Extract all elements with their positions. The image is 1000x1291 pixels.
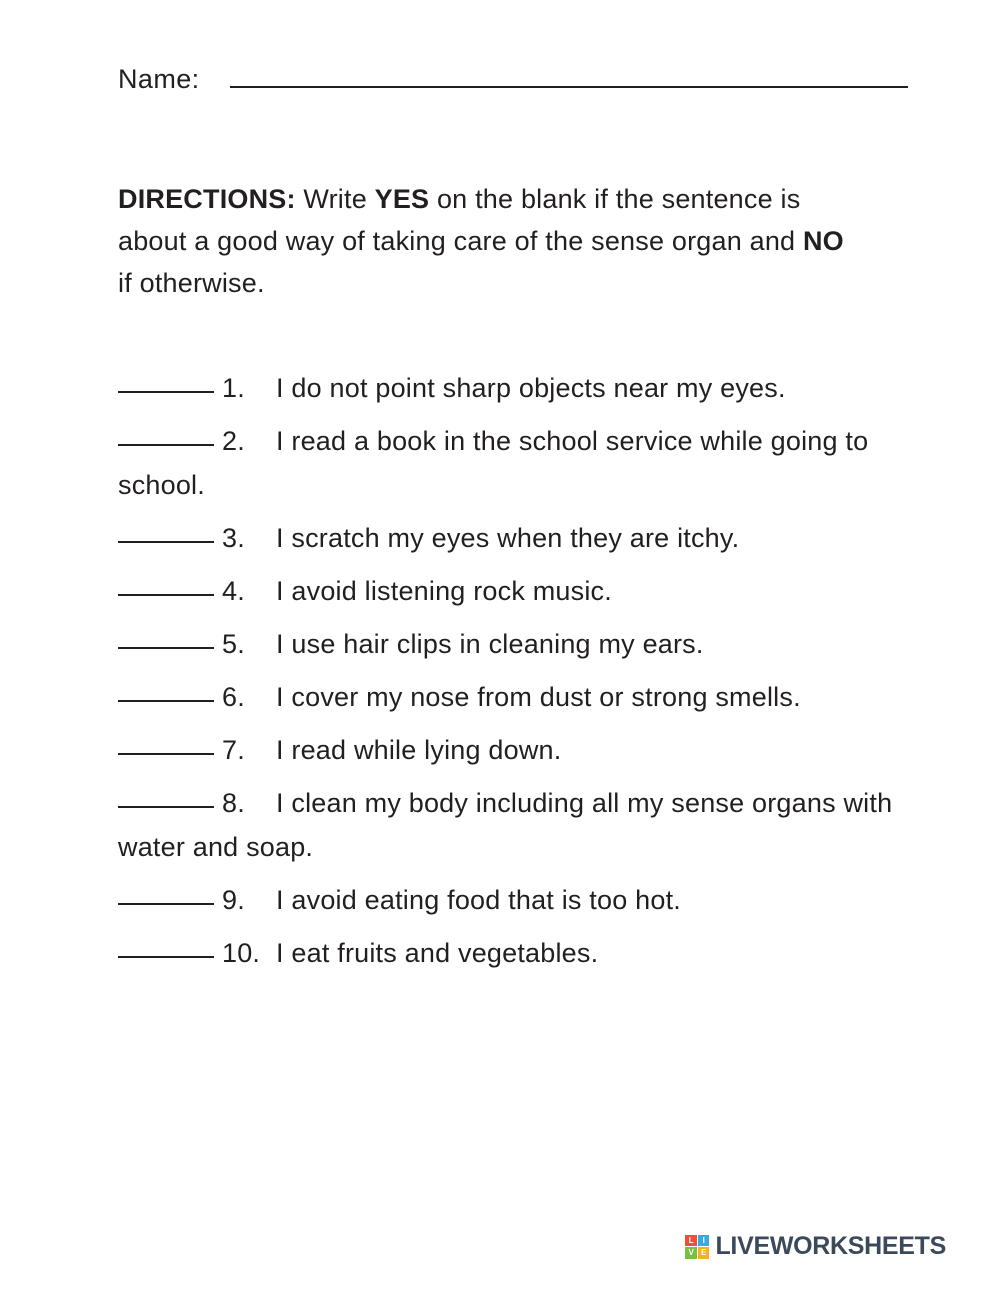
directions-paragraph — [118, 178, 858, 304]
item-text: I use hair clips in cleaning my ears. — [276, 629, 704, 659]
name-row — [118, 64, 908, 95]
item-text: I clean my body including all my sense organs with water and soap. — [118, 788, 893, 862]
item-number: 5. — [222, 629, 245, 659]
liveworksheets-logo[interactable] — [685, 1232, 946, 1261]
item-text: I avoid listening rock music. — [276, 576, 612, 606]
item-number: 2. — [222, 426, 245, 456]
answer-blank[interactable] — [118, 541, 214, 543]
item-text: I read while lying down. — [276, 735, 562, 765]
answer-blank[interactable] — [118, 647, 214, 649]
list-item — [118, 622, 908, 666]
liveworksheets-logo-icon — [685, 1235, 709, 1259]
item-number: 10. — [222, 938, 261, 968]
directions-text-3: if otherwise. — [118, 268, 265, 298]
answer-blank[interactable] — [118, 806, 214, 808]
item-number: 9. — [222, 885, 245, 915]
directions-emphasis-yes: YES — [374, 184, 430, 214]
directions-text-2: on the blank if the sentence is about a good way of taking care of the sense organ and — [118, 184, 801, 256]
directions-emphasis-no: NO — [802, 226, 844, 256]
list-item — [118, 419, 908, 507]
item-text: I avoid eating food that is too hot. — [276, 885, 681, 915]
list-item — [118, 516, 908, 560]
item-text: I cover my nose from dust or strong smells. — [276, 682, 801, 712]
directions-text-1: Write — [303, 184, 367, 214]
answer-blank[interactable] — [118, 753, 214, 755]
list-item — [118, 569, 908, 613]
list-item — [118, 931, 908, 975]
item-number: 8. — [222, 788, 245, 818]
list-item — [118, 878, 908, 922]
answer-blank[interactable] — [118, 391, 214, 393]
item-text: I eat fruits and vegetables. — [276, 938, 599, 968]
answer-blank[interactable] — [118, 956, 214, 958]
logo-letter-e: E — [698, 1247, 710, 1259]
item-number: 4. — [222, 576, 245, 606]
item-number: 1. — [222, 373, 245, 403]
logo-letter-l: L — [685, 1235, 697, 1247]
directions-lead: DIRECTIONS: — [118, 184, 296, 214]
answer-blank[interactable] — [118, 700, 214, 702]
item-text: I read a book in the school service while going to school. — [118, 426, 869, 500]
name-input-blank[interactable] — [230, 64, 908, 88]
name-label: Name: — [118, 64, 200, 94]
item-text: I scratch my eyes when they are itchy. — [276, 523, 740, 553]
list-item — [118, 675, 908, 719]
answer-blank[interactable] — [118, 594, 214, 596]
list-item — [118, 781, 908, 869]
item-text: I do not point sharp objects near my eyes. — [276, 373, 786, 403]
logo-wordmark: LIVEWORKSHEETS — [715, 1232, 946, 1260]
item-number: 6. — [222, 682, 245, 712]
list-item — [118, 728, 908, 772]
logo-letter-i: I — [698, 1235, 710, 1247]
item-number: 7. — [222, 735, 245, 765]
item-number: 3. — [222, 523, 245, 553]
list-item — [118, 366, 908, 410]
logo-letter-v: V — [685, 1247, 697, 1259]
question-list — [118, 366, 908, 984]
answer-blank[interactable] — [118, 444, 214, 446]
answer-blank[interactable] — [118, 903, 214, 905]
